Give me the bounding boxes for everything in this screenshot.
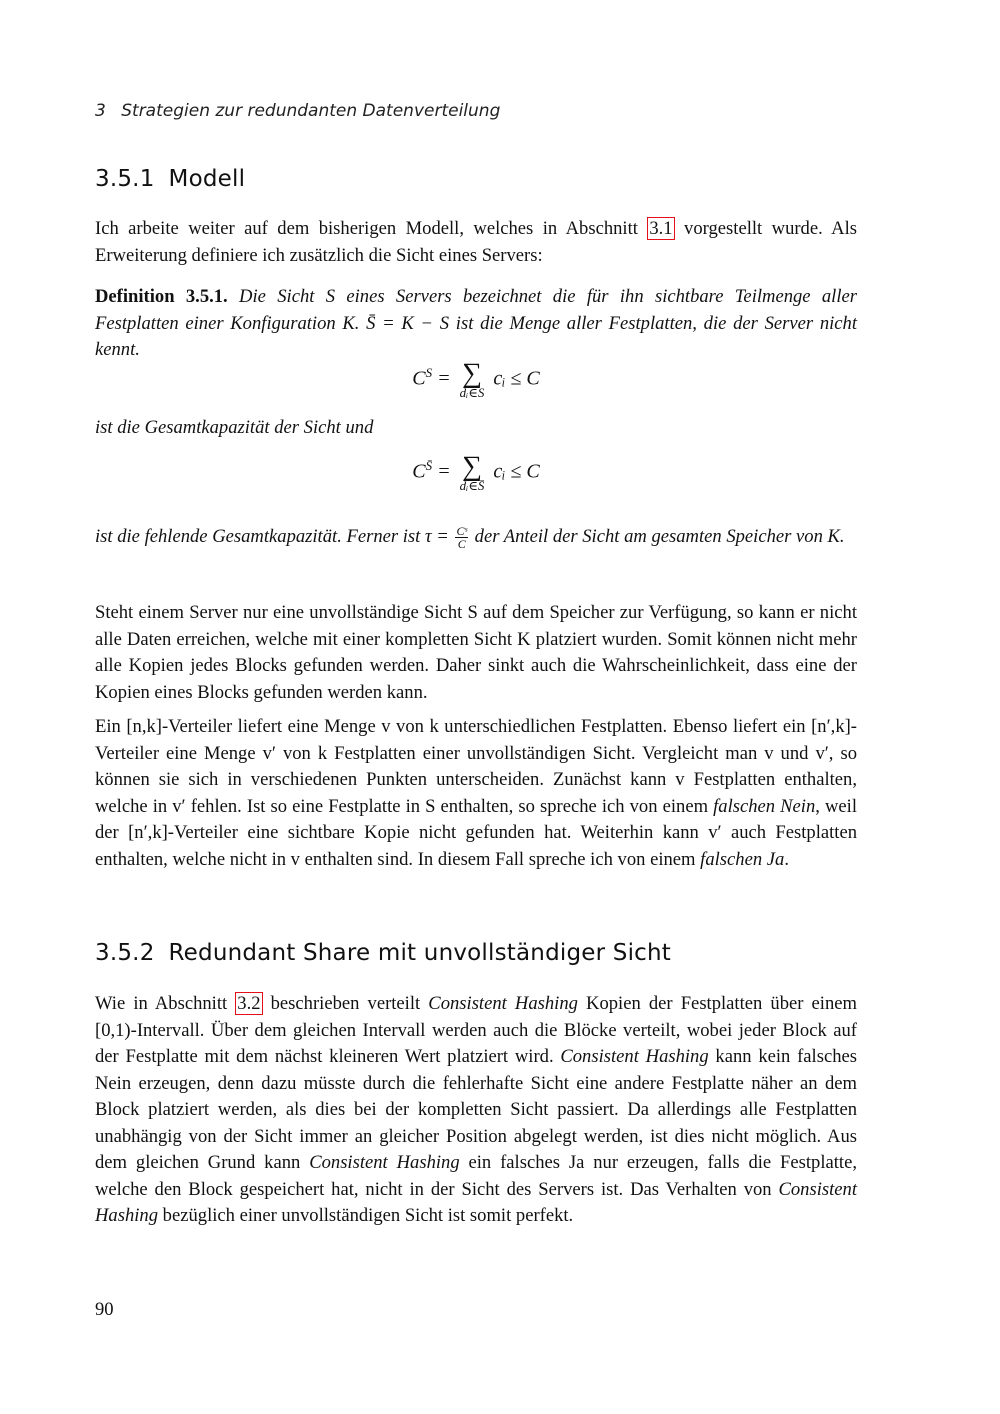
section-title: Redundant Share mit unvollständiger Sicht [168, 940, 672, 966]
eq2-under: dᵢ∈S̄ [459, 478, 485, 493]
equation-capacity-view: $C^S$ = ∑ dᵢ∈S cᵢ ≤ C [412, 358, 540, 400]
eq1-sigma: ∑ [462, 358, 482, 389]
eq1-sum [460, 360, 485, 400]
chapter-number: 3 [95, 101, 106, 121]
para2-text-c: . [784, 848, 789, 870]
eq2-sigma: ∑ [462, 451, 482, 482]
eq1-rhs: cᵢ ≤ C [493, 367, 540, 390]
section-number: 3.5.1 [95, 166, 155, 192]
running-head [95, 101, 500, 121]
intro-text-b: vorgestellt wurde. Als Erweiterung definiere ich zusätzlich die Sicht eines Servers: [95, 218, 857, 266]
para3-text-b: beschrieben verteilt [262, 993, 429, 1014]
term-consistent-hashing: Consistent Hashing [560, 1046, 709, 1067]
fraction-denominator: C [457, 537, 466, 552]
para3-text-f: bezüglich einer unvollständigen Sicht ist somit perfekt. [158, 1205, 574, 1226]
chapter-title: Strategien zur redundanten Datenverteilung [121, 101, 501, 121]
term-consistent-hashing: Consistent Hashing [95, 1178, 857, 1226]
eq2-rhs: cᵢ ≤ C [493, 460, 540, 483]
tau-fraction [455, 525, 468, 550]
para3-text-a: Wie in Abschnitt [95, 993, 236, 1014]
paragraph-consistent-hashing [95, 991, 857, 1230]
section-ref-link[interactable]: 3.1 [649, 218, 673, 239]
para2-text-b: , weil der [n′,k]-Verteiler eine sichtbare Kopie nicht gefunden hat. Weiterhin kann v′ auch Festplatten enthalten, welche nicht in v enthalten sind. In diesem Fall spreche ich von einem [95, 795, 858, 870]
intro-text-a: Ich arbeite weiter auf dem bisherigen Modell, welches in Abschnitt [95, 218, 648, 239]
eq2-sum [460, 453, 485, 493]
eq2-lhs: C [412, 460, 426, 483]
para3-text-e: ein falsches Ja nur erzeugen, falls die Festplatte, welche den Block gespeichert hat, nicht in der Sicht des Servers ist. Das Verhalten von [95, 1152, 857, 1200]
para3-text-d: kann kein falsches Nein erzeugen, denn dazu müsste durch die fehlerhafte Sicht eine andere Festplatte näher an dem Block platziert werden, als dies bei der kompletten Sicht passiert. Da allerdings alle Festplatten unabhängig von der Sicht immer an gleicher Position abgelegt werden, ist dies nicht möglich. Aus dem gleichen Grund kann [95, 1046, 857, 1173]
term-consistent-hashing: Consistent Hashing [309, 1152, 460, 1173]
section-ref-link[interactable]: 3.2 [237, 993, 261, 1014]
paragraph-incomplete-view: Steht einem Server nur eine unvollständige Sicht S auf dem Speicher zur Verfügung, so kann er nicht alle Daten erreichen, welche mit einer kompletten Sicht K platziert wurden. Somit können nicht mehr alle Kopien jedes Blocks gefunden werden. Daher sinkt auch die Wahrscheinlichkeit, dass eine der Kopien eines Blocks gefunden werden kann. [95, 602, 857, 703]
para3-text-c: Kopien der Festplatten über einem [0,1)-Intervall. Über dem gleichen Intervall werden auch die Blöcke verteilt, wobei jeder Block auf der Festplatte mit dem nächst kleineren Wert platziert wird. [95, 993, 857, 1067]
section-number: 3.5.2 [95, 940, 155, 966]
intro-paragraph [95, 216, 857, 269]
definition-after-text [95, 524, 857, 551]
eq1-lhs: C [412, 367, 426, 390]
term-falschen-nein: falschen Nein [713, 795, 816, 817]
definition-text: Die Sicht S eines Servers bezeichnet die für ihn sichtbare Teilmenge aller Festplatten einer Konfiguration K. S̄ = K − S ist die Menge aller Festplatten, die der Server nicht kennt. [95, 286, 857, 360]
section-heading-modell [95, 166, 245, 192]
section-title: Modell [168, 166, 246, 192]
definition-between-text: ist die Gesamtkapazität der Sicht und [95, 417, 374, 438]
equation-missing-capacity: $C^{S̄}$ = ∑ dᵢ∈S̄ cᵢ ≤ C [412, 451, 540, 493]
section-heading-redundant-share [95, 940, 671, 966]
para2-text-a: Ein [n,k]-Verteiler liefert eine Menge v von k unterschiedlichen Festplatten. Ebenso liefert ein [n′,k]-Verteiler eine Menge v′ von k Festplatten einer unvollständigen Sicht. Vergleicht man v und v′, so können sie sich in verschiedenen Punkten unterscheiden. Zunächst kann v Festplatten enthalten, welche in v′ fehlen. Ist so eine Festplatte in S enthalten, so spreche ich von einem [95, 716, 857, 817]
page-number: 90 [95, 1299, 114, 1320]
after-text-a: ist die fehlende Gesamtkapazität. Ferner ist τ = [95, 526, 454, 547]
definition-label: Definition 3.5.1. [95, 286, 228, 307]
term-consistent-hashing: Consistent Hashing [428, 993, 578, 1014]
definition-block [95, 284, 857, 364]
eq2-sup: S̄ [425, 457, 433, 473]
eq1-sup: S [425, 364, 433, 380]
fraction-numerator: Cˢ [456, 524, 468, 539]
eq1-under: dᵢ∈S [459, 385, 485, 400]
after-text-b: der Anteil der Sicht am gesamten Speicher von K. [470, 526, 845, 547]
term-falschen-ja: falschen Ja [700, 848, 785, 870]
paragraph-false-yes-no [95, 714, 857, 873]
